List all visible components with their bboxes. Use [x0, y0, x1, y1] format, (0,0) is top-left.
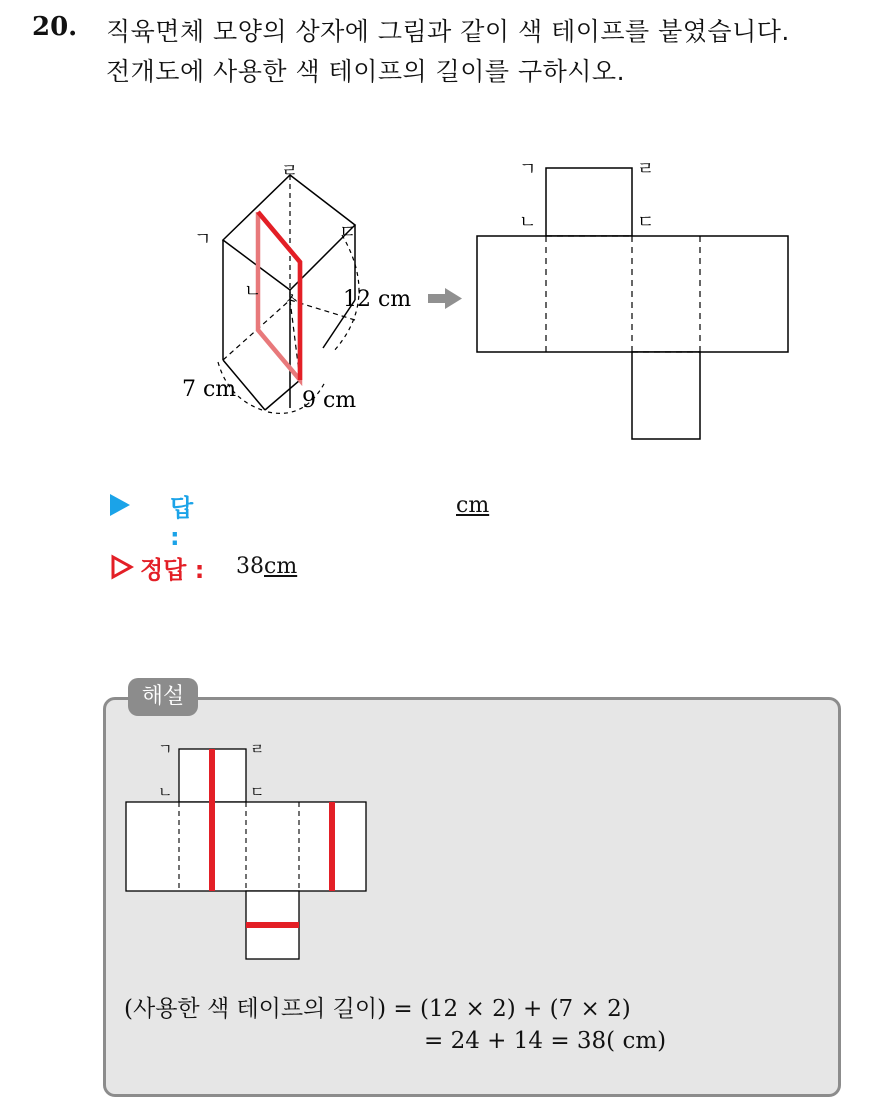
- depth-label: 9 cm: [302, 388, 357, 413]
- exp-vertex-digeut: ㄷ: [250, 783, 265, 801]
- problem-figure: [0, 0, 884, 470]
- box-vertex-digeut: ㄷ: [339, 222, 357, 243]
- exp-vertex-nieun: ㄴ: [158, 783, 173, 801]
- correct-answer-number: 38: [236, 554, 264, 579]
- exp-vertex-rieul: ㄹ: [250, 740, 265, 758]
- play-triangle-icon: [110, 494, 130, 516]
- net-vertex-giyeok: ㄱ: [519, 159, 537, 180]
- explanation-tab: 해설: [128, 678, 198, 716]
- explanation-net-figure: [0, 730, 400, 970]
- width-label: 7 cm: [182, 377, 237, 402]
- box-vertex-rieul: ㄹ: [281, 161, 299, 182]
- box-vertex-giyeok: ㄱ: [194, 229, 212, 250]
- box-vertex-hidden-mark: ㅅ: [284, 289, 300, 308]
- correct-answer-value: [236, 554, 297, 579]
- correct-answer-label: 정답 :: [140, 556, 205, 584]
- exp-vertex-giyeok: ㄱ: [158, 740, 173, 758]
- height-label: 12 cm: [343, 287, 412, 312]
- question-number: 20.: [32, 12, 78, 42]
- answer-label: 답 :: [170, 494, 194, 551]
- answer-blank-unit[interactable]: cm: [456, 493, 490, 518]
- question-line-2: 전개도에 사용한 색 테이프의 길이를 구하시오.: [106, 57, 626, 86]
- dimension-arcs: [218, 235, 359, 413]
- outline-triangle-icon: [110, 554, 134, 580]
- equation-line-2: = 24 + 14 = 38( cm): [424, 1028, 667, 1054]
- net-vertex-rieul: ㄹ: [637, 159, 655, 180]
- net-vertex-nieun: ㄴ: [519, 212, 537, 233]
- arrow-right-icon: [428, 288, 462, 309]
- question-line-1: 직육면체 모양의 상자에 그림과 같이 색 테이프를 붙였습니다.: [106, 17, 790, 46]
- correct-answer-unit: cm: [264, 554, 298, 579]
- box-vertex-nieun: ㄴ: [244, 281, 262, 302]
- equation-line-1: (사용한 색 테이프의 길이) = (12 × 2) + (7 × 2): [124, 996, 631, 1022]
- answer-row: [110, 488, 490, 551]
- net-vertex-digeut: ㄷ: [637, 212, 655, 233]
